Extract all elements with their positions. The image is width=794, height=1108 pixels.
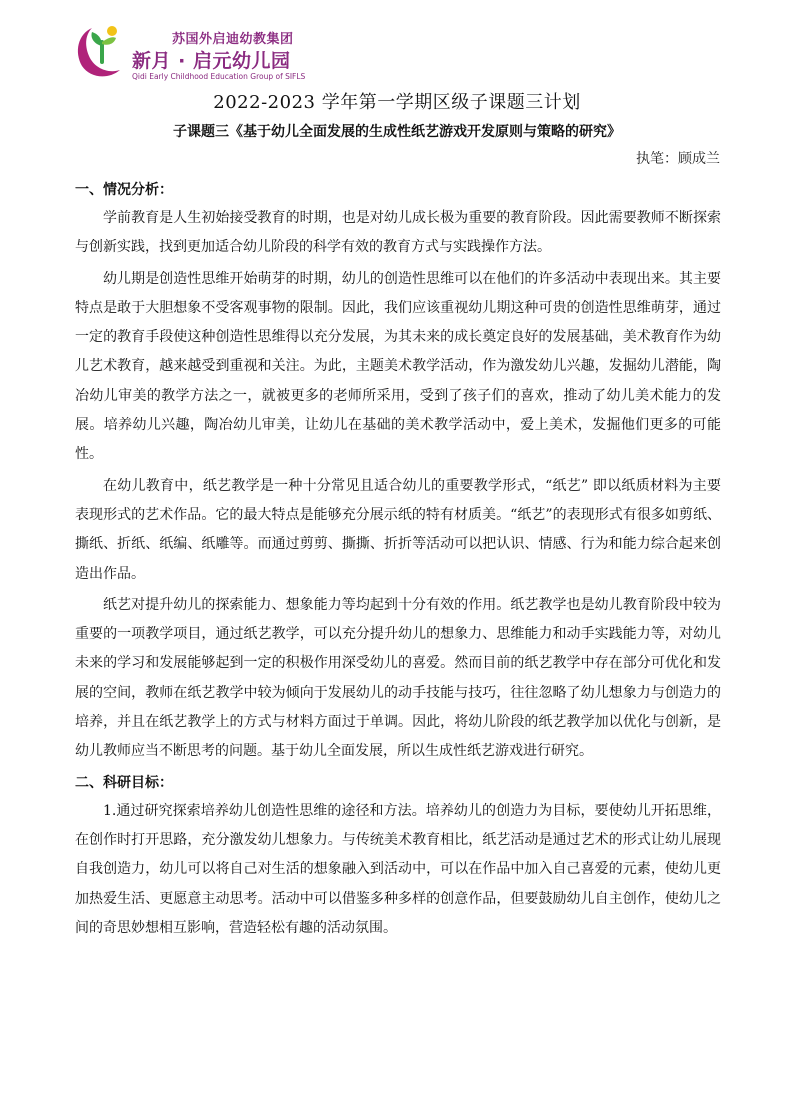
page-subtitle: 子课题三《基于幼儿全面发展的生成性纸艺游戏开发原则与策略的研究》: [173, 124, 621, 140]
school-name: 新月 · 启元幼儿园: [132, 50, 291, 72]
section-heading-analysis: 一、情况分析：: [75, 182, 173, 198]
paragraph: 纸艺对提升幼儿的探索能力、想象能力等均起到十分有效的作用。纸艺教学也是幼儿教育阶段中较为重要的一项教学项目，通过纸艺教学，可以充分提升幼儿的想象力、思维能力和动手实践能力等，对幼儿未来的学习和发展能够起到一定的积极作用深受幼儿的喜爱。然而目前的纸艺教学中存在部分可优化和发展的空间，教师在纸艺教学中较为倾向于发展幼儿的动手技能与技巧，往往忽略了幼儿想象力与创造力的培养，并且在纸艺教学上的方式与材料方面过于单调。因此，将幼儿阶段的纸艺教学加以优化与创新，是幼儿教师应当不断思考的问题。基于幼儿全面发展，所以生成性纸艺游戏进行研究。: [75, 596, 721, 760]
page-title: 2022-2023 学年第一学期区级子课题三计划: [213, 92, 581, 113]
paragraph: 幼儿期是创造性思维开始萌芽的时期，幼儿的创造性思维可以在他们的许多活动中表现出来。其主要特点是敢于大胆想象不受客观事物的限制。因此，我们应该重视幼儿期这种可贵的创造性思维萌芽，通过一定的教育手段使这种创造性思维得以充分发展，为其未来的成长奠定良好的发展基础，美术教育作为幼儿艺术教育，越来越受到重视和关注。为此，主题美术教学活动，作为激发幼儿兴趣，发掘幼儿潜能，陶冶幼儿审美的教学方法之一，就被更多的老师所采用，受到了孩子们的喜欢，推动了幼儿美术能力的发展。培养幼儿兴趣，陶冶幼儿审美，让幼儿在基础的美术教学活动中，爱上美术，发掘他们更多的可能性。: [75, 270, 721, 463]
crescent-logo-icon: [72, 22, 130, 80]
paragraph: 1.通过研究探索培养幼儿创造性思维的途径和方法。培养幼儿的创造力为目标，要使幼儿开拓思维，在创作时打开思路，充分激发幼儿想象力。与传统美术教育相比，纸艺活动是通过艺术的形式让幼儿展现自我创造力，幼儿可以将自己对生活的想象融入到活动中，可以在作品中加入自己喜爱的元素，使幼儿更加热爱生活、更愿意主动思考。活动中可以借鉴多种多样的创意作品，但要鼓励幼儿自主创作，使幼儿之间的奇思妙想相互影响，营造轻松有趣的活动氛围。: [75, 802, 721, 936]
section-heading-goals: 二、科研目标：: [75, 774, 173, 791]
author-line: 执笔：顾成兰: [636, 151, 720, 167]
school-logo: [72, 22, 306, 82]
document-body: [75, 176, 721, 945]
group-name: 苏国外启迪幼教集团: [172, 32, 294, 47]
paragraph: 学前教育是人生初始接受教育的时期，也是对幼儿成长极为重要的教育阶段。因此需要教师不断探索与创新实践，找到更加适合幼儿阶段的科学有效的教育方式与实践操作方法。: [75, 210, 721, 256]
school-english-name: Qidi Early Childhood Education Group of SIFLS: [132, 72, 306, 81]
paragraph: 在幼儿教育中，纸艺教学是一种十分常见且适合幼儿的重要教学形式，“纸艺” 即以纸质材料为主要表现形式的艺术作品。它的最大特点是能够充分展示纸的特有材质美。“纸艺”的表现形式有很多如剪纸、撕纸、折纸、纸编、纸雕等。而通过剪剪、撕撕、折折等活动可以把认识、情感、行为和能力综合起来创造出作品。: [75, 477, 721, 582]
